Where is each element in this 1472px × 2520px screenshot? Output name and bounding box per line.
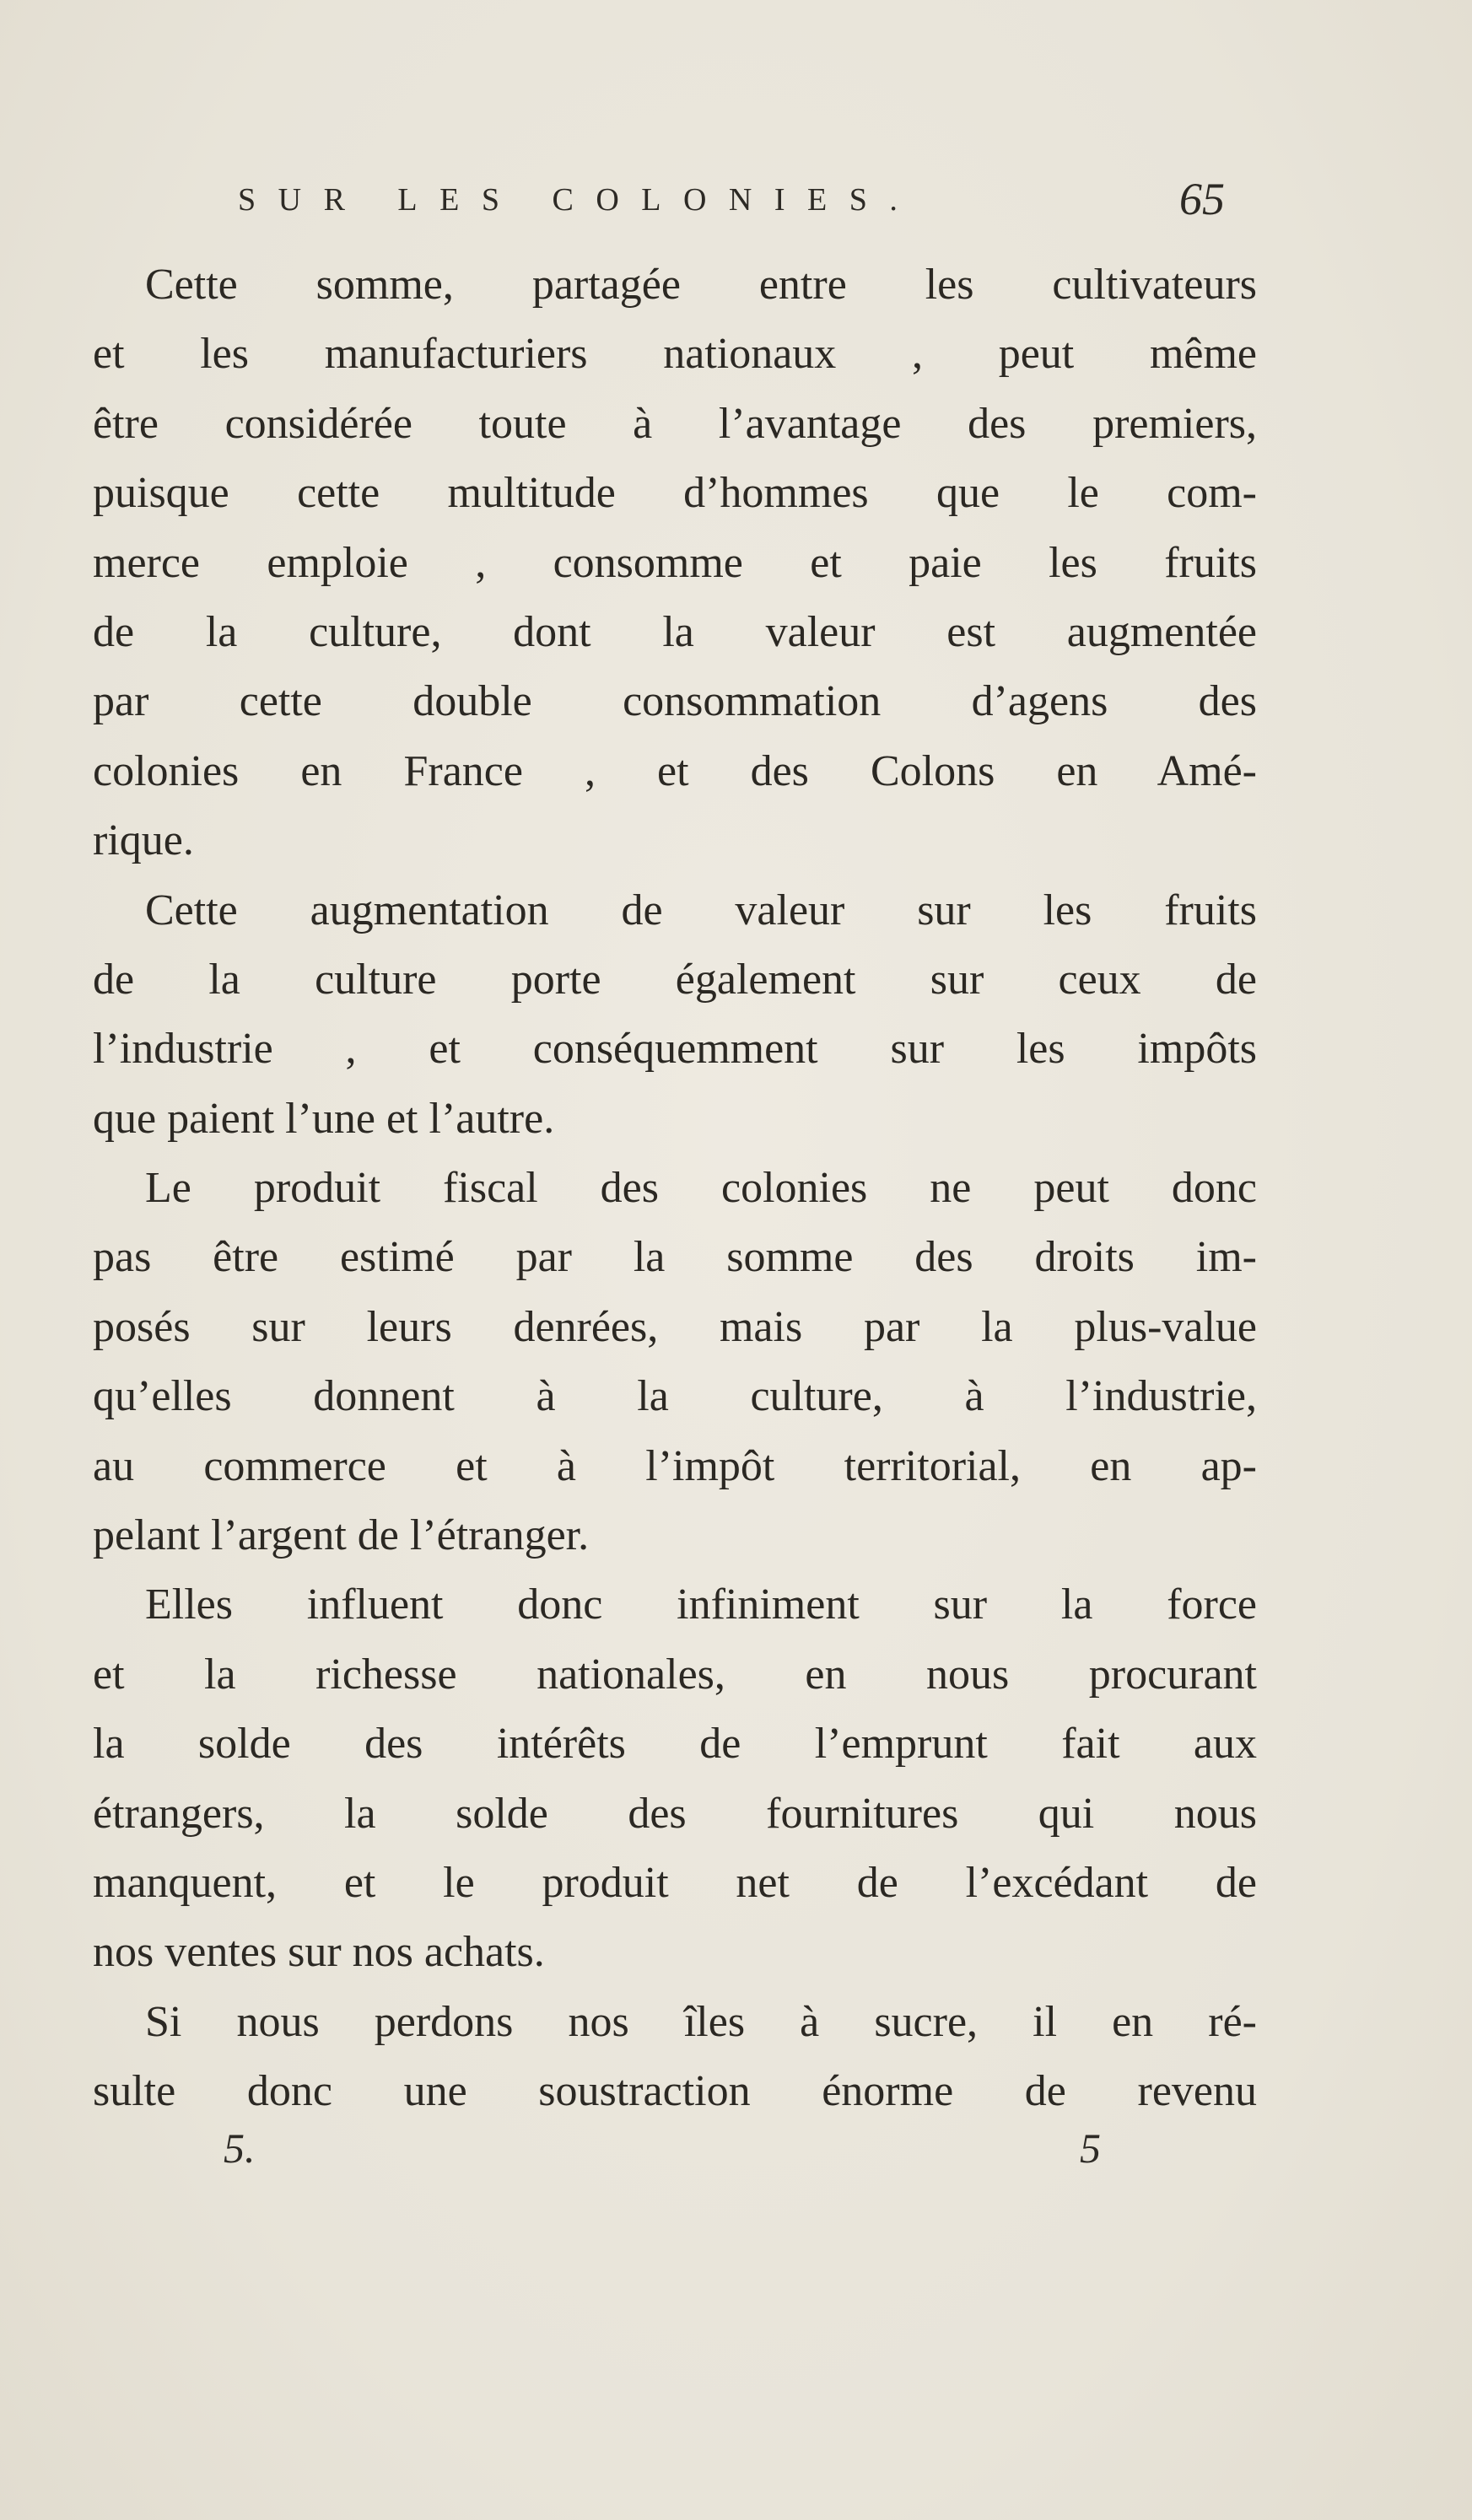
running-title: SUR LES COLONIES. bbox=[238, 182, 920, 218]
signature-mark-left: 5. bbox=[224, 2124, 256, 2172]
text-line: par cette double consommation d’agens des bbox=[93, 677, 1257, 726]
text-line: pelant l’argent de l’étranger. bbox=[93, 1511, 590, 1560]
text-line: Elles influent donc infiniment sur la force bbox=[145, 1580, 1257, 1629]
text-line: qu’elles donnent à la culture, à l’industrie, bbox=[93, 1372, 1257, 1421]
text-line: de la culture porte également sur ceux de bbox=[93, 955, 1257, 1004]
text-line: colonies en France , et des Colons en Amé- bbox=[93, 746, 1257, 795]
text-line: pas être estimé par la somme des droits im- bbox=[93, 1233, 1257, 1282]
text-line: la solde des intérêts de l’emprunt fait aux bbox=[93, 1720, 1257, 1769]
printer-signature bbox=[224, 2124, 1101, 2191]
text-line: et les manufacturiers nationaux , peut même bbox=[93, 330, 1257, 379]
text-line: étrangers, la solde des fournitures qui nous bbox=[93, 1789, 1257, 1838]
running-head bbox=[238, 173, 1225, 232]
text-line: Le produit fiscal des colonies ne peut donc bbox=[145, 1164, 1257, 1213]
text-line: merce emploie , consomme et paie les fruits bbox=[93, 538, 1257, 587]
text-line: nos ventes sur nos achats. bbox=[93, 1928, 545, 1977]
text-line: et la richesse nationales, en nous procurant bbox=[93, 1650, 1257, 1699]
text-line: Si nous perdons nos îles à sucre, il en ré- bbox=[145, 1997, 1257, 2046]
page-number: 65 bbox=[1179, 174, 1225, 224]
text-line: Cette somme, partagée entre les cultivateurs bbox=[145, 261, 1257, 309]
text-line: puisque cette multitude d’hommes que le com- bbox=[93, 469, 1257, 518]
text-line: manquent, et le produit net de l’excédant de bbox=[93, 1858, 1257, 1907]
text-line: l’industrie , et conséquemment sur les impôts bbox=[93, 1025, 1257, 1074]
text-line: sulte donc une soustraction énorme de revenu bbox=[93, 2067, 1257, 2116]
text-line: rique. bbox=[93, 816, 194, 865]
text-line: Cette augmentation de valeur sur les fruits bbox=[145, 886, 1257, 934]
text-line: posés sur leurs denrées, mais par la plus-value bbox=[93, 1302, 1257, 1351]
text-line: au commerce et à l’impôt territorial, en ap- bbox=[93, 1441, 1257, 1490]
text-line: être considérée toute à l’avantage des premiers, bbox=[93, 399, 1257, 448]
text-line: que paient l’une et l’autre. bbox=[93, 1094, 555, 1143]
text-line: de la culture, dont la valeur est augmentée bbox=[93, 607, 1257, 656]
body-text bbox=[93, 250, 1257, 2127]
signature-mark-right: 5 bbox=[1080, 2124, 1101, 2172]
